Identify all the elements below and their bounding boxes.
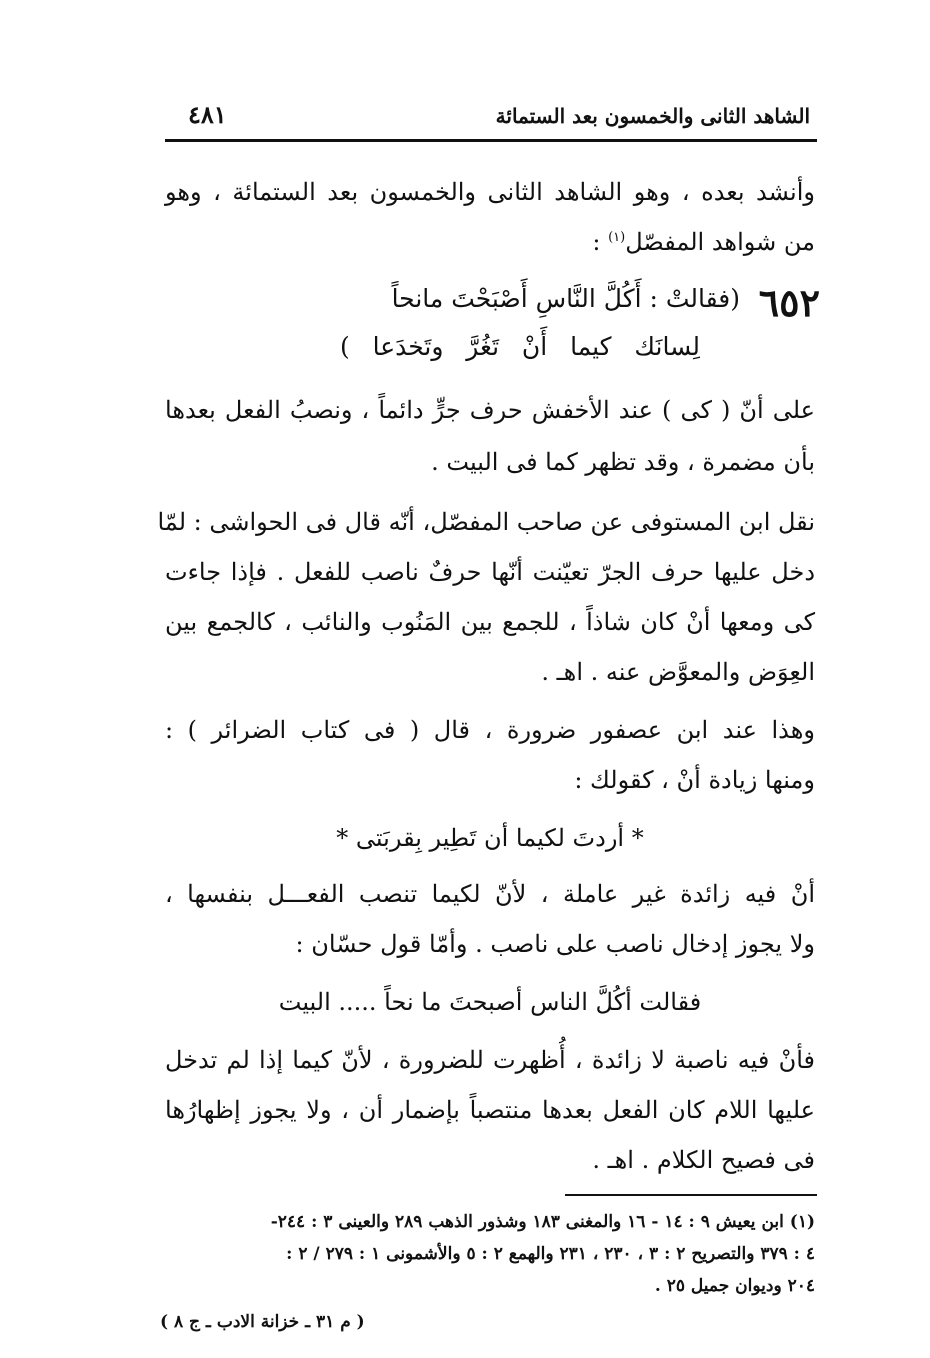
verse-number: ٦٥٢ (758, 280, 820, 325)
verse-line-2: لِسانَك كيما أَنْ تَغُرَّ وتَخدَعا ) (340, 332, 700, 361)
paragraph-3-line-2: دخل عليها حرف الجرّ تعيّنت أنّها حرفٌ ناصب للفعل . فإذا جاءت (165, 558, 816, 586)
quoted-verse-2: فقالت أكُلَّ الناس أصبحتَ ما نحاً ..... البيت (278, 988, 702, 1016)
running-title: الشاهد الثانى والخمسون بعد الستمائة (495, 104, 810, 128)
paragraph-4-line-1: وهذا عند ابن عصفور ضرورة ، قال ( فى كتاب الضرائر ) : (165, 716, 815, 744)
paragraph-4-line-2: ومنها زيادة أنْ ، كقولك : (574, 766, 815, 794)
paragraph-6-line-2: عليها اللام كان الفعل بعدها منتصباً بإضمار أن ، ولا يجوز إظهارُها (165, 1096, 815, 1124)
paragraph-6-line-1: فأنْ فيه ناصبة لا زائدة ، أُظهرت للضرورة ، لأنّ كيما إذا لم تدخل (165, 1046, 815, 1074)
paragraph-2-line-2: بأن مضمرة ، وقد تظهر كما فى البيت . (431, 448, 815, 476)
footnote-line-1: (١) ابن يعيش ٩ : ١٤ - ١٦ والمغنى ١٨٣ وشذور الذهب ٢٨٩ والعينى ٣ : ٢٤٤- (270, 1212, 815, 1232)
paragraph-1-line-2 (165, 228, 815, 256)
paragraph-3-line-1: نقل ابن المستوفى عن صاحب المفصّل، أنّه قال فى الحواشى : لمّا (157, 508, 815, 536)
footnote-marker: (١) (608, 230, 626, 245)
paragraph-2-line-1: على أنّ ( كى ) عند الأخفش حرف جرٍّ دائماً ، ونصبُ الفعل بعدها (165, 396, 815, 424)
paragraph-1-colon: : (592, 228, 609, 256)
verse-line-1: (فقالتْ : أَكُلَّ النَّاسِ أَصْبَحْتَ مانحاً (391, 284, 740, 313)
quoted-verse-1: * أردتَ لكيما أن تَطِير بِقربَتى * (336, 824, 644, 852)
paragraph-1-line-1: وأنشد بعده ، وهو الشاهد الثانى والخمسون بعد الستمائة ، وهو (165, 178, 815, 206)
footnote-line-2: ٤ : ٣٧٩ والتصريح ٢ : ٣ ، ٢٣٠ ، ٢٣١ والهمع ٢ : ٥ والأشمونى ١ : ٢٧٩ / ٢ : (286, 1244, 815, 1264)
page-number: ٤٨١ (188, 100, 227, 129)
paragraph-1-text: من شواهد المفصّل (625, 228, 815, 256)
paragraph-5-line-1: أنْ فيه زائدة غير عاملة ، لأنّ لكيما تنصب الفعـــل بنفسها ، (165, 880, 815, 908)
paragraph-6-line-3: فى فصيح الكلام . اهـ . (592, 1146, 815, 1174)
footnote-line-3: ٢٠٤ وديوان جميل ٢٥ . (654, 1276, 815, 1296)
paragraph-3-line-4: العِوَض والمعوَّض عنه . اهـ . (541, 658, 815, 686)
footnote-rule (565, 1194, 817, 1196)
signature-mark: ( م ٣١ ـ خزانة الادب ـ ج ٨ ) (160, 1312, 365, 1332)
paragraph-3-line-3: كى ومعها أنْ كان شاذاً ، للجمع بين المَنُوب والنائب ، كالجمع بين (165, 608, 815, 636)
paragraph-5-line-2: ولا يجوز إدخال ناصب على ناصب . وأمّا قول حسّان : (295, 930, 815, 958)
header-rule (165, 139, 817, 142)
